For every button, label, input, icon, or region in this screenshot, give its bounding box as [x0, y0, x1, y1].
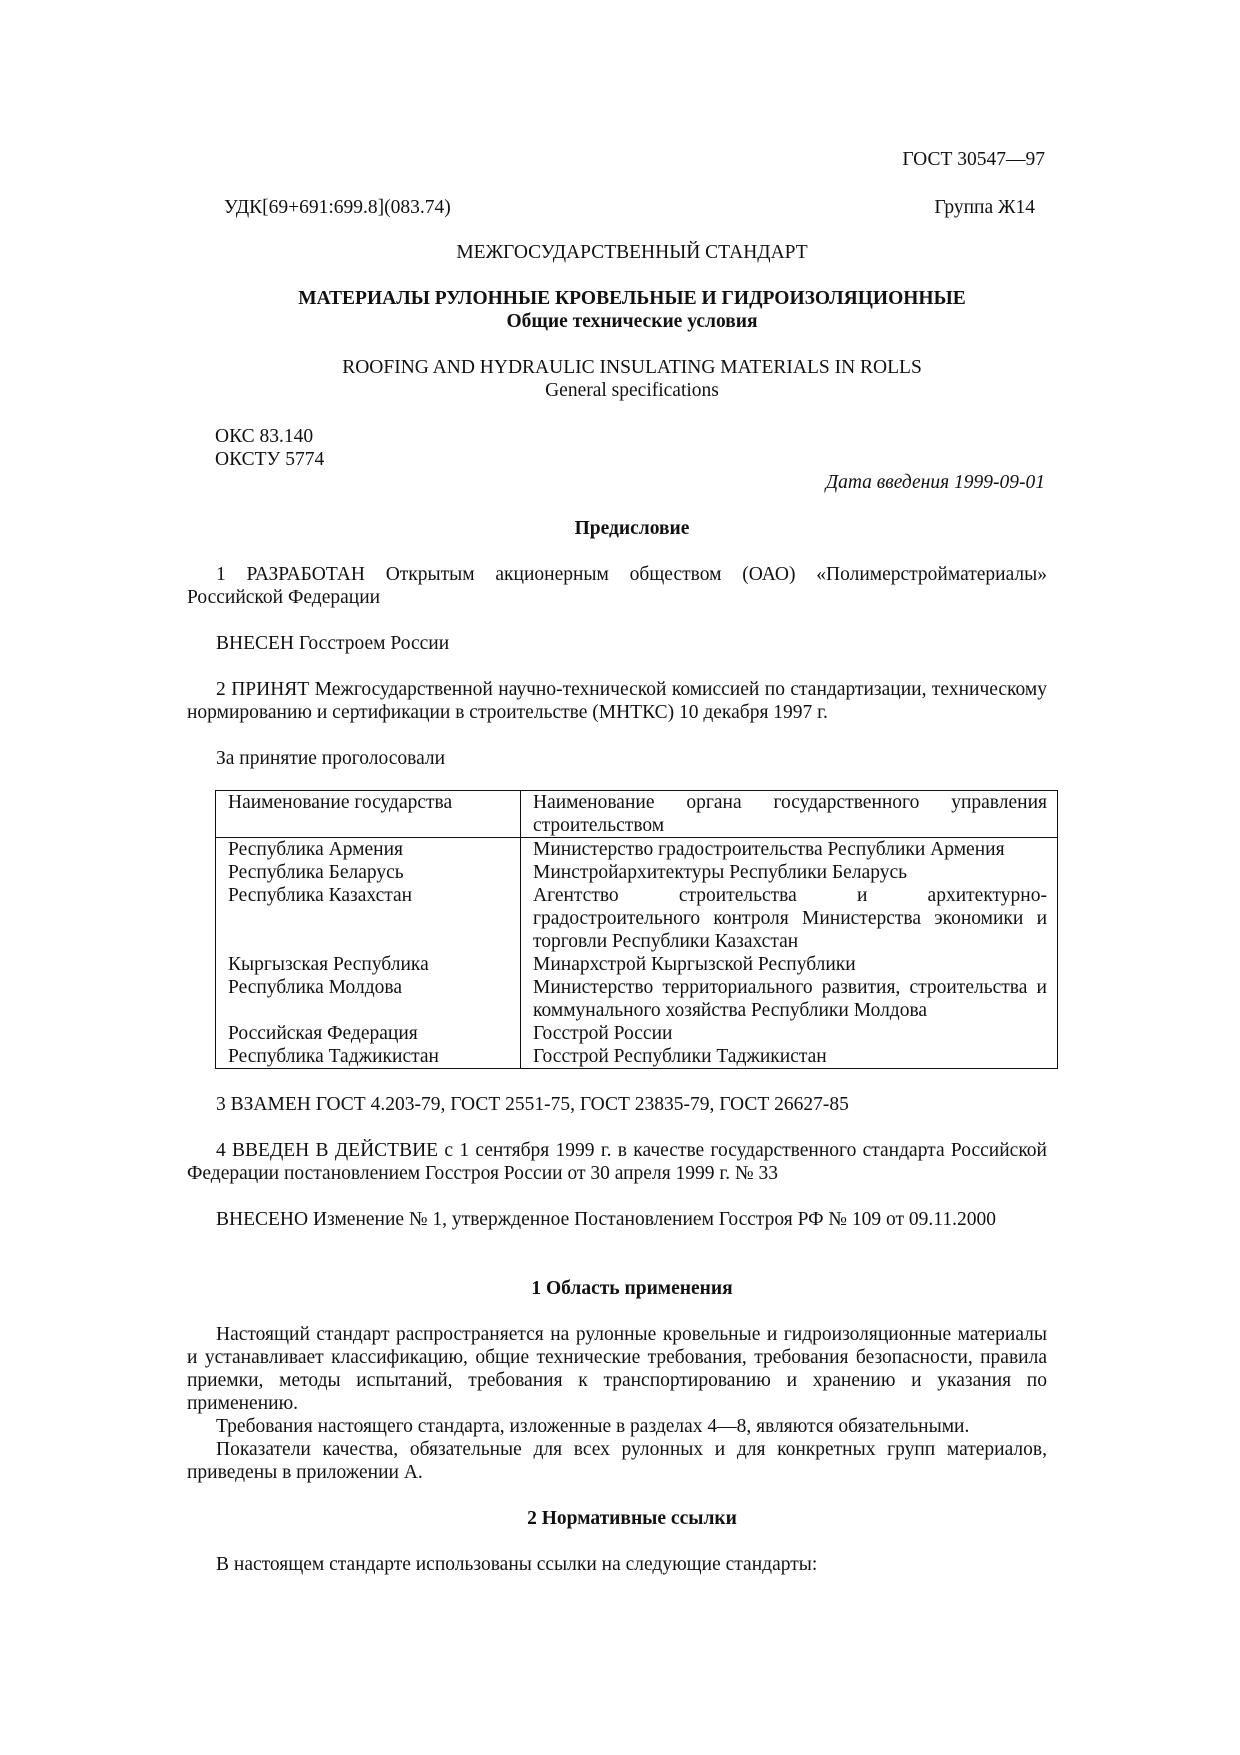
- foreword-paragraph-6: [187, 1139, 1047, 1185]
- foreword-p4-text: За принятие проголосовали: [216, 748, 446, 769]
- section2-heading: 2 Нормативные ссылки: [527, 1508, 737, 1529]
- foreword-paragraph-7: [187, 1208, 1047, 1231]
- table-cell-body: Минархстрой Кыргызской Республики: [521, 953, 1058, 976]
- foreword-heading: Предисловие: [574, 518, 690, 539]
- table-cell-state: Республика Армения: [216, 838, 521, 862]
- table-row: [216, 884, 1058, 953]
- standard-number: ГОСТ 30547—97: [902, 149, 1045, 170]
- voting-states-table: [215, 790, 1058, 1069]
- section1-p3-text: Показатели качества, обязательные для всех рулонных и для конкретных групп материалов, приведены в приложении А.: [187, 1439, 1047, 1483]
- table-row: [216, 953, 1058, 976]
- foreword-paragraph-5: [187, 1093, 1047, 1116]
- table-cell-body: Госстрой России: [521, 1022, 1058, 1045]
- table-cell-state: Республика Казахстан: [216, 884, 521, 953]
- subtitle-ru: Общие технические условия: [506, 311, 758, 332]
- foreword-p5-text: 3 ВЗАМЕН ГОСТ 4.203-79, ГОСТ 2551-75, ГОСТ 23835-79, ГОСТ 26627-85: [216, 1094, 849, 1115]
- section1-body: [187, 1323, 1047, 1484]
- title-ru: МАТЕРИАЛЫ РУЛОННЫЕ КРОВЕЛЬНЫЕ И ГИДРОИЗОЛЯЦИОННЫЕ: [298, 288, 966, 309]
- oks-code: ОКС 83.140: [215, 426, 314, 447]
- foreword-p3-text: 2 ПРИНЯТ Межгосударственной научно-технической комиссией по стандартизации, техническому нормированию и сертификации в строительстве (МНТКС) 10 декабря 1997 г.: [187, 679, 1047, 723]
- group-code: Группа Ж14: [934, 197, 1035, 218]
- table-cell-body: Госстрой Республики Таджикистан: [521, 1045, 1058, 1069]
- section1-p1-text: Настоящий стандарт распространяется на рулонные кровельные и гидроизоляционные материалы и устанавливает классификацию, общие технические требования, требования безопасности, правила приемки, методы испытаний, требования к транспортированию и хранению и указания по применению.: [187, 1324, 1047, 1414]
- table-row: [216, 1045, 1058, 1069]
- table-header-state: Наименование государства: [216, 791, 521, 838]
- foreword-p6-text: 4 ВВЕДЕН В ДЕЙСТВИЕ с 1 сентября 1999 г. в качестве государственного стандарта Российской Федерации постановлением Госстроя России от 30 апреля 1999 г. № 33: [187, 1140, 1047, 1184]
- table-cell-body: Минстройархитектуры Республики Беларусь: [521, 861, 1058, 884]
- table-row: [216, 861, 1058, 884]
- section1-heading: 1 Область применения: [531, 1278, 733, 1299]
- standard-kind: МЕЖГОСУДАРСТВЕННЫЙ СТАНДАРТ: [456, 242, 808, 263]
- foreword-paragraph-1: [187, 563, 1047, 609]
- udk-code: УДК[69+691:699.8](083.74): [224, 197, 451, 218]
- section1-p2-text: Требования настоящего стандарта, изложенные в разделах 4—8, являются обязательными.: [216, 1416, 970, 1437]
- table-row: [216, 838, 1058, 862]
- foreword-paragraph-3: [187, 678, 1047, 724]
- foreword-p1-text: 1 РАЗРАБОТАН Открытым акционерным обществом (ОАО) «Полимерстройматериалы» Российской Федерации: [187, 564, 1047, 608]
- table-cell-state: Республика Беларусь: [216, 861, 521, 884]
- table-cell-body: Министерство градостроительства Республики Армения: [521, 838, 1058, 862]
- table-cell-state: Республика Молдова: [216, 976, 521, 1022]
- table-cell-body: Министерство территориального развития, строительства и коммунального хозяйства Республики Молдова: [521, 976, 1058, 1022]
- table-cell-state: Российская Федерация: [216, 1022, 521, 1045]
- table-cell-state: Республика Таджикистан: [216, 1045, 521, 1069]
- section2-body: [187, 1553, 1047, 1576]
- foreword-p7-text: ВНЕСЕНО Изменение № 1, утвержденное Постановлением Госстроя РФ № 109 от 09.11.2000: [216, 1209, 996, 1230]
- table-row: [216, 1022, 1058, 1045]
- subtitle-en: General specifications: [545, 380, 719, 401]
- table-row: [216, 976, 1058, 1022]
- table-cell-body: Агентство строительства и архитектурно-градостроительного контроля Министерства экономики и торговли Республики Казахстан: [521, 884, 1058, 953]
- foreword-p2-text: ВНЕСЕН Госстроем России: [216, 633, 450, 654]
- section2-p1-text: В настоящем стандарте использованы ссылки на следующие стандарты:: [216, 1554, 818, 1575]
- table-cell-state: Кыргызская Республика: [216, 953, 521, 976]
- table-header-body: Наименование органа государственного управления строительством: [521, 791, 1058, 838]
- okstu-code: ОКСТУ 5774: [215, 449, 325, 470]
- title-en: ROOFING AND HYDRAULIC INSULATING MATERIALS IN ROLLS: [342, 357, 922, 378]
- foreword-paragraph-4: [187, 747, 1047, 770]
- intro-date: Дата введения 1999-09-01: [825, 472, 1045, 493]
- table-header-row: [216, 791, 1058, 838]
- foreword-paragraph-2: [187, 632, 1047, 655]
